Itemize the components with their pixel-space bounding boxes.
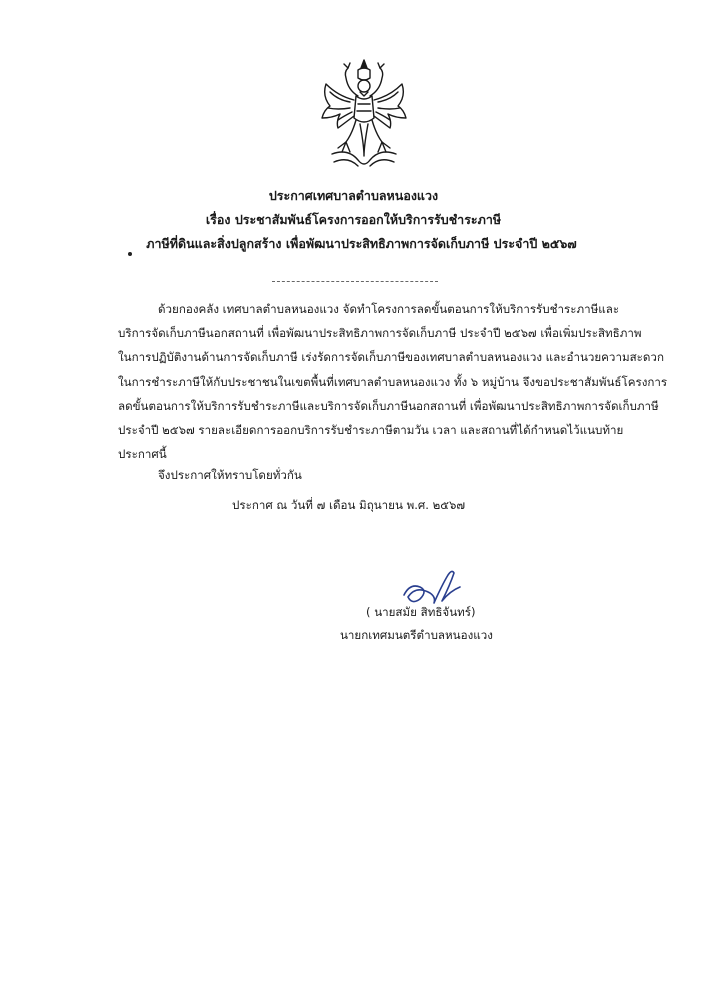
stray-mark bbox=[128, 252, 132, 256]
body-line: ในการชำระภาษีให้กับประชาชนในเขตพื้นที่เทศบาลตำบลหนองแวง ทั้ง ๖ หมู่บ้าน จึงขอประชาสัมพันธ์โครงการ bbox=[118, 374, 668, 389]
body-line: ลดขั้นตอนการให้บริการรับชำระภาษีและบริการจัดเก็บภาษีนอกสถานที่ เพื่อพัฒนาประสิทธิภาพการจัดเก็บภาษี bbox=[118, 398, 659, 413]
announcement-body bbox=[118, 297, 707, 466]
signer-position: นายกเทศมนตรีตำบลหนองแวง bbox=[340, 628, 493, 642]
dashed-divider bbox=[272, 281, 438, 282]
body-line: ประจำปี ๒๕๖๗ รายละเอียดการออกบริการรับชำระภาษีตามวัน เวลา และสถานที่ได้กำหนดไว้แนบท้าย bbox=[118, 423, 624, 438]
body-line: ด้วยกองคลัง เทศบาลตำบลหนองแวง จัดทำโครงการลดขั้นตอนการให้บริการรับชำระภาษีและ bbox=[158, 302, 620, 316]
body-line: บริการจัดเก็บภาษีนอกสถานที่ เพื่อพัฒนาประสิทธิภาพการจัดเก็บภาษี ประจำปี ๒๕๖๗ เพื่อเพิ่มประสิทธิภาพ bbox=[118, 326, 642, 341]
signer-name: ( นายสมัย สิทธิจันทร์) bbox=[366, 605, 476, 619]
body-line: ในการปฏิบัติงานด้านการจัดเก็บภาษี เร่งรัดการจัดเก็บภาษีของเทศบาลตำบลหนองแวง และอำนวยความสะดวก bbox=[118, 350, 664, 365]
garuda-emblem-icon bbox=[318, 56, 410, 174]
announcement-date: ประกาศ ณ วันที่ ๗ เดือน มิถุนายน พ.ศ. ๒๕๖๗ bbox=[232, 498, 466, 512]
closing-statement: จึงประกาศให้ทราบโดยทั่วกัน bbox=[158, 468, 302, 482]
announcement-subject-continued: ภาษีที่ดินและสิ่งปลูกสร้าง เพื่อพัฒนาประสิทธิภาพการจัดเก็บภาษี ประจำปี ๒๕๖๗ bbox=[146, 236, 577, 251]
announcement-title: ประกาศเทศบาลตำบลหนองแวง bbox=[268, 188, 439, 203]
body-line: ประกาศนี้ bbox=[118, 447, 167, 462]
announcement-subject: เรื่อง ประชาสัมพันธ์โครงการออกให้บริการรับชำระภาษี bbox=[205, 212, 502, 227]
